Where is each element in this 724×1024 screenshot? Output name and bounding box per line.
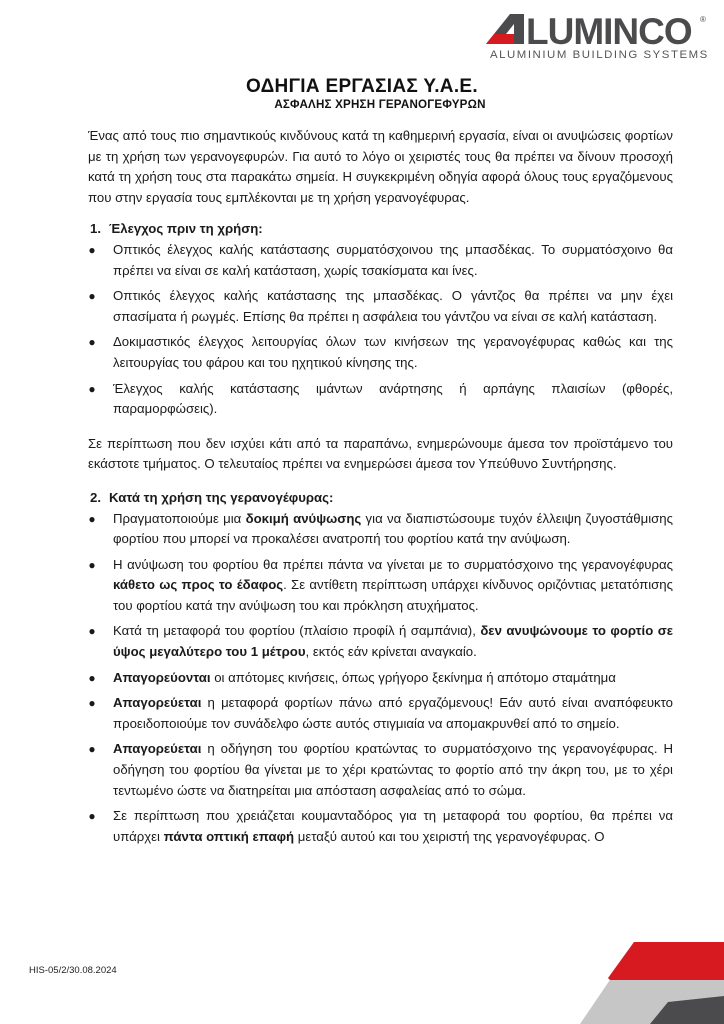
list-item [88,332,673,373]
emphasis-text: δεν ανυψώνουμε το φορτίο σε ύψος μεγαλύτερο του 1 μέτρου [113,623,673,660]
list-item-text: , εκτός εάν κρίνεται αναγκαίο. [305,644,477,660]
aluminco-logo [484,12,710,62]
list-item [88,240,673,281]
emphasis-text: Απαγορεύεται [113,695,202,711]
list-item-text: Δοκιμαστικός έλεγχος λειτουργίας όλων των κινήσεων της γερανογέφυρας καθώς και της λειτουργίας του φάρου και του ηχητικού κίνησης της. [113,334,673,370]
section-heading-text: Έλεγχος πριν τη χρήση: [109,221,263,237]
logo-wordmark [484,12,710,48]
section-1-list [88,240,673,420]
list-item-text: Κατά τη μεταφορά του φορτίου (πλαίσιο προφίλ ή σαμπάνια), [113,623,481,639]
bullet-icon: ● [88,809,96,824]
list-item-text: μεταξύ αυτού και του χειριστή της γερανογέφυρας. Ο [294,828,605,844]
list-item-text: . Σε αντίθετη περίπτωση υπάρχει κίνδυνος οριζόντιας μετατόπισης του φορτίου κατά την ανύψωση του και πρόκληση ατυχήματος. [113,577,673,613]
list-item-text: Πραγματοποιούμε μια [113,510,246,526]
section-heading-2 [88,488,673,509]
list-item-text: οι απότομες κινήσεις, όπως γρήγορο ξεκίνημα ή απότομο σταμάτημα [210,669,616,685]
list-item [88,806,673,847]
list-item [88,555,673,617]
logo-tagline: ALUMINIUM BUILDING SYSTEMS [490,49,709,61]
list-item [88,509,673,550]
bullet-icon: ● [88,624,96,639]
list-item-text: Η ανύψωση του φορτίου θα πρέπει πάντα να γίνεται με το συρματόσχοινο της γερανογέφυρας [113,556,673,572]
bullet-icon: ● [88,670,96,685]
logo-letters: LUMINCO [526,12,692,48]
bullet-icon: ● [88,335,96,350]
list-item [88,668,673,689]
list-item [88,286,673,327]
list-item-text: Οπτικός έλεγχος καλής κατάστασης συρματόσχοινου της μπασδέκας. Το συρματόσχοινο θα πρέπει να είναι σε καλή κατάσταση, χωρίς τσακίσματα και ίνες. [113,241,673,278]
list-item-text: Οπτικός έλεγχος καλής κατάστασης της μπασδέκας. Ο γάντζος θα πρέπει να μην έχει σπασίματα ή ρωγμές. Επίσης θα πρέπει η ασφάλεια του γάντζου να είναι σε καλή κατάσταση. [113,288,673,324]
list-item [88,379,673,420]
emphasis-text: δοκιμή ανύψωσης [245,510,362,526]
document-title: ΟΔΗΓΙΑ ΕΡΓΑΣΙΑΣ Υ.Α.Ε. [246,76,478,97]
section-2-list [88,509,673,848]
list-item-text: για να διαπιστώσουμε τυχόν έλλειψη ζυγοστάθμισης φορτίου που μπορεί να προκαλέσει ανατροπή του φορτίου κατά την ανύψωση. [113,510,673,547]
bullet-icon: ● [88,242,96,257]
corner-red-shape [608,942,724,980]
emphasis-text: Απαγορεύεται [113,741,202,757]
bullet-icon: ● [88,289,96,304]
document-code: HIS-05/2/30.08.2024 [29,965,117,976]
intro-paragraph: Ένας από τους πιο σημαντικούς κινδύνους κατά τη καθημερινή εργασία, είναι οι ανυψώσεις φορτίων με τη χρήση των γερανογεφυρών. Για αυτό το λόγο οι χειριστές τους θα πρέπει να δίνουν προσοχή κατά τη χρήση τους στα παρακάτω σημεία. Η συγκεκριμένη οδηγία αφορά όλους τους εργαζόμενους που στην εργασία τους εμπλέκονται με τη χρήση γερανογέφυρας. [88,128,673,205]
bullet-icon: ● [88,511,96,526]
list-item-text: Έλεγχος καλής κατάστασης ιμάντων ανάρτησης ή αρπάγης πλαισίων (φθορές, παραμορφώσεις). [113,380,673,417]
emphasis-text: πάντα οπτική επαφή [163,828,295,844]
list-item-text: η μεταφορά φορτίων πάνω από εργαζόμενους! Εάν αυτό είναι αναπόφευκτο προειδοποιούμε τον συνάδελφο ώστε αυτός στιγμιαία να απομακρυνθεί από το σημείο. [113,695,673,731]
logo-red-bar [486,34,514,44]
section-heading-1 [88,219,673,240]
logo-registered-mark: ® [700,15,706,24]
list-item-text: η οδήγηση του φορτίου κρατώντας το συρματόσχοινο της γερανογέφυρας. Η οδήγηση του φορτίου θα γίνεται με το χέρι κρατώντας το φορτίο από την άκρη του, με το χέρι τεντωμένο ώστε να διατηρείται μια απόσταση ασφαλείας από το σώμα. [113,741,673,798]
section-number: 1. [90,221,101,237]
bullet-icon: ● [88,742,96,757]
list-item [88,621,673,662]
bullet-icon: ● [88,381,96,396]
document-body [88,126,673,852]
between-sections-paragraph: Σε περίπτωση που δεν ισχύει κάτι από τα παραπάνω, ενημερώνουμε άμεσα τον προϊστάμενο του εκάστοτε τμήματος. Ο τελευταίος πρέπει να ενημερώσει άμεσα τον Υπεύθυνο Συντήρησης. [88,435,673,472]
list-item [88,693,673,734]
emphasis-text: κάθετο ως προς το έδαφος [113,577,284,593]
document-subtitle: ΑΣΦΑΛΗΣ ΧΡΗΣΗ ΓΕΡΑΝΟΓΕΦΥΡΩΝ [274,98,486,111]
list-item-text: Σε περίπτωση που χρειάζεται κουμανταδόρος για τη μεταφορά του φορτίου, θα πρέπει να υπάρχει [113,808,673,844]
corner-decoration [540,930,724,1024]
bullet-icon: ● [88,696,96,711]
list-item [88,739,673,801]
bullet-icon: ● [88,557,96,572]
section-number: 2. [90,489,101,505]
section-heading-text: Κατά τη χρήση της γερανογέφυρας: [109,489,334,505]
emphasis-text: Απαγορεύονται [113,669,211,685]
